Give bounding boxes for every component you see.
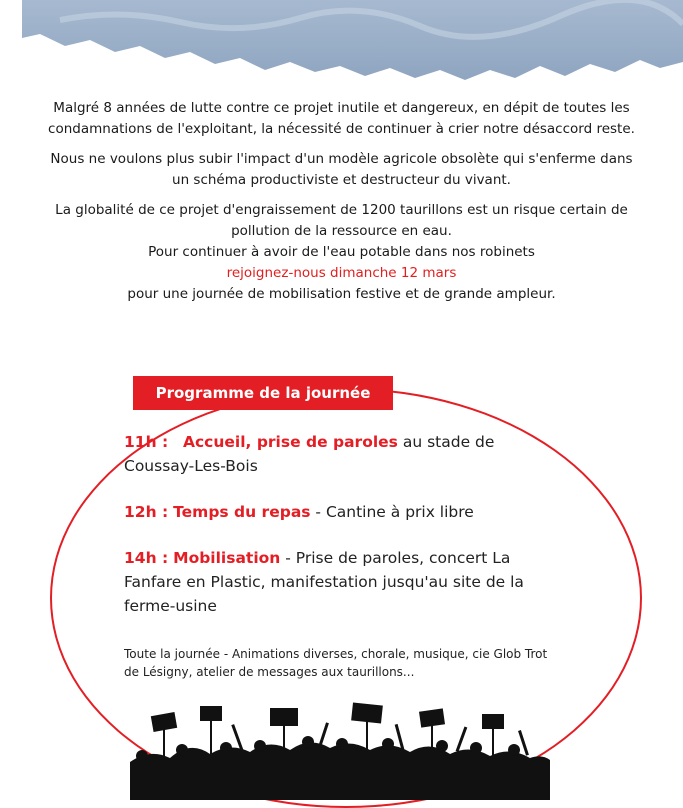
event-label: Mobilisation bbox=[173, 549, 281, 567]
event-label: Temps du repas bbox=[173, 503, 311, 521]
programme-title: Programme de la journée bbox=[133, 376, 393, 410]
event-time: 12h : bbox=[124, 503, 169, 521]
intro-p3-highlight: rejoignez-nous dimanche 12 mars bbox=[226, 265, 457, 281]
event-detail: - Prise de paroles, concert La Fanfare en Plastic, manifestation jusqu'au site de la ferme-usine bbox=[124, 549, 524, 615]
event-label: Accueil, prise de paroles bbox=[182, 433, 398, 451]
event-14h bbox=[124, 546, 564, 618]
intro-text bbox=[40, 98, 643, 314]
event-detail: au stade de Coussay-Les-Bois bbox=[124, 433, 495, 475]
intro-p3-line2: Pour continuer à avoir de l'eau potable dans nos robinets bbox=[148, 244, 535, 260]
intro-p3-line1: La globalité de ce projet d'engraissement de 1200 taurillons est un risque certain de pollution de la ressource en eau. bbox=[55, 202, 628, 239]
crowd-silhouette-image bbox=[130, 700, 550, 800]
sky-banner-image bbox=[0, 0, 683, 90]
event-11h bbox=[124, 430, 564, 478]
event-time: 11h : bbox=[124, 433, 169, 451]
programme-events bbox=[124, 430, 564, 640]
intro-paragraph-1: Malgré 8 années de lutte contre ce projet inutile et dangereux, en dépit de toutes les condamnations de l'exploitant, la nécessité de continuer à crier notre désaccord reste. bbox=[48, 100, 635, 137]
event-12h bbox=[124, 500, 564, 524]
event-time: 14h : bbox=[124, 549, 169, 567]
intro-paragraph-3 bbox=[40, 200, 643, 305]
all-day-activities: Toute la journée - Animations diverses, chorale, musique, cie Glob Trot de Lésigny, atelier de messages aux taurillons... bbox=[124, 647, 548, 679]
event-detail: - Cantine à prix libre bbox=[310, 503, 474, 521]
intro-p3-line3: pour une journée de mobilisation festive et de grande ampleur. bbox=[127, 286, 556, 302]
intro-paragraph-2: Nous ne voulons plus subir l'impact d'un modèle agricole obsolète qui s'enferme dans un schéma productiviste et destructeur du vivant. bbox=[50, 151, 633, 188]
